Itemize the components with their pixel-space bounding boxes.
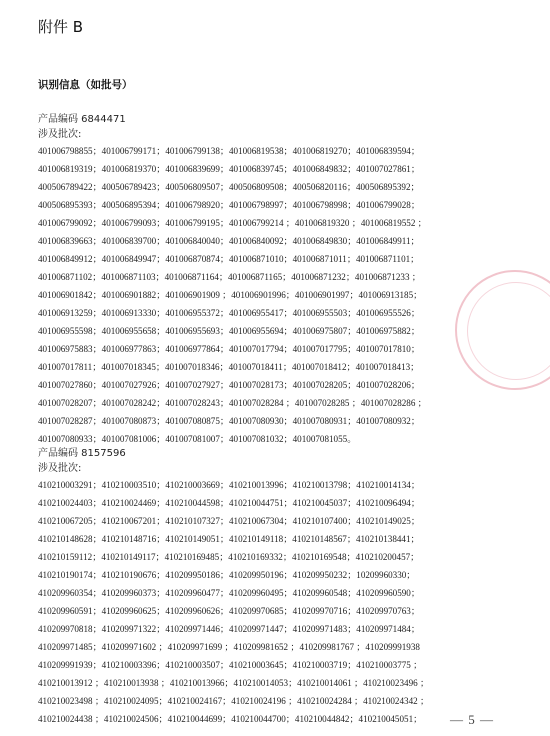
lot-line: 410210024403；410210024469；410210044598；410210044751；410210045037；410210096494； — [38, 498, 420, 508]
lot-line: 401006839663；401006839700；401006840040；401006840092；401006849830；401006849911； — [38, 236, 420, 246]
lot-line: 401007028207；401007028242；401007028243；401007028284 ；401007028285 ；401007028286 ； — [38, 398, 427, 408]
lot-list — [38, 142, 518, 448]
page-number: — 5 — — [450, 712, 494, 727]
lot-line: 401007028287；401007080873；401007080875；401007080930；401007080931；401007080932； — [38, 416, 420, 426]
lot-line: 401006955598；401006955658；401006955693；401006955694；401006975807；401006975882； — [38, 326, 420, 336]
lot-line: 410209960591；410209960625；410209960626；410209970685；410209970716；410209970763； — [38, 606, 420, 616]
lot-line: 410210190174；410210190676；410209950186；410209950196；410209950232；10209960330； — [38, 570, 416, 580]
product-code-label: 产品编码 8157596 — [38, 448, 126, 459]
annex-title: 附件 B — [38, 18, 84, 36]
lot-line: 410210024438 ；410210024506；410210044699；410210044700；410210044842；410210045051； — [38, 714, 423, 724]
lots-label: 涉及批次: — [38, 463, 82, 474]
lot-line: 401006819319；401006819370；401006839699；401006839745；401006849832；401007027861； — [38, 164, 420, 174]
lot-line: 410210013912 ；410210013938 ；410210013966；410210014053；410210014061 ；410210023496 ； — [38, 678, 430, 688]
lot-line: 401006913259；401006913330；401006955372；401006955417；401006955503；401006955526； — [38, 308, 420, 318]
lot-line: 410210159112；410210149117；410210169485；410210169332；410210169548；410210200457； — [38, 552, 420, 562]
lot-line: 401007027860；401007027926；401007027927；401007028173；401007028205；401007028206； — [38, 380, 420, 390]
lot-line: 401007017811；401007018345；401007018346；401007018411；401007018412；401007018413； — [38, 362, 420, 372]
identification-heading: 识别信息（如批号） — [38, 79, 133, 91]
lots-label: 涉及批次: — [38, 129, 82, 140]
lot-line: 401006798855；401006799171；401006799138；401006819538；401006819270；401006839594； — [38, 146, 420, 156]
lot-line: 401007080933；401007081006；401007081007；401007081032；401007081055。 — [38, 434, 357, 444]
lot-line: 410210067205；410210067201；410210107327；410210067304；410210107400；410210149025； — [38, 516, 420, 526]
lot-line: 410209970818；410209971322；410209971446；410209971447；410209971483；410209971484； — [38, 624, 420, 634]
product-code-label: 产品编码 6844471 — [38, 114, 126, 125]
lot-line: 401006871102；401006871103；401006871164；401006871165；401006871232；401006871233 ； — [38, 272, 421, 282]
lot-line: 400506789422；400506789423；400506809507；400506809508；400506820116；400506895392； — [38, 182, 420, 192]
lot-line: 410210148628；410210148716；410210149051；410210149118；410210148567；410210138441； — [38, 534, 420, 544]
lot-line: 401006799092；401006799093；401006799195；401006799214 ；401006819320 ；401006819552 ； — [38, 218, 427, 228]
lot-line: 410210003291；410210003510；410210003669；410210013996；410210013798；410210014134； — [38, 480, 420, 490]
lot-line: 401006901842；401006901882；401006901909 ；401006901996；401006901997；401006913185； — [38, 290, 423, 300]
product-section — [38, 446, 518, 728]
lot-line: 410209971485；410209971602 ；410209971699 ；410209981652 ；410209981767 ；410209991938 — [38, 642, 420, 652]
product-section — [38, 112, 518, 448]
lot-list — [38, 476, 518, 728]
lot-line: 410209960354；410209960373；410209960477；410209960495；410209960548；410209960590； — [38, 588, 420, 598]
lot-line: 410209991939；410210003396；410210003507；410210003645；410210003719；410210003775 ； — [38, 660, 423, 670]
lot-line: 400506895393；400506895394；401006798920；401006798997；401006798998；401006799028； — [38, 200, 420, 210]
lot-line: 401006975883；401006977863；401006977864；401007017794；401007017795；401007017810； — [38, 344, 420, 354]
lot-line: 410210023498 ；410210024095；410210024167；410210024196 ；410210024284 ；410210024342 ； — [38, 696, 430, 706]
lot-line: 401006849912；401006849947；401006870874；401006871010；401006871011；401006871101； — [38, 254, 420, 264]
